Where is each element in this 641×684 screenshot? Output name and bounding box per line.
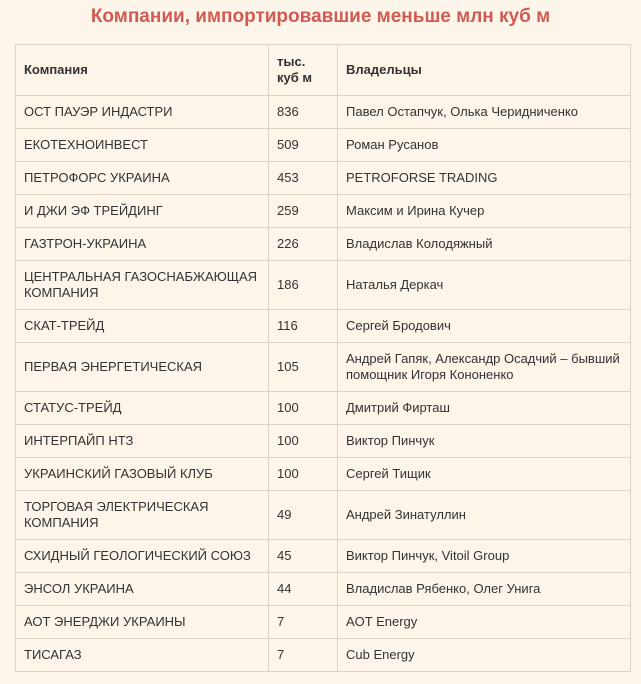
volume-cell: 116	[269, 310, 338, 343]
table-row	[16, 195, 631, 228]
table-row	[16, 425, 631, 458]
owners-cell: Виктор Пинчук, Vitoil Group	[338, 540, 631, 573]
table-row	[16, 491, 631, 540]
company-cell: АОТ ЭНЕРДЖИ УКРАИНЫ	[16, 606, 269, 639]
volume-cell: 49	[269, 491, 338, 540]
table-row	[16, 606, 631, 639]
company-cell: СХИДНЫЙ ГЕОЛОГИЧЕСКИЙ СОЮЗ	[16, 540, 269, 573]
company-cell: ИНТЕРПАЙП НТЗ	[16, 425, 269, 458]
volume-cell: 453	[269, 162, 338, 195]
table-row	[16, 129, 631, 162]
volume-cell: 105	[269, 343, 338, 392]
table-row	[16, 392, 631, 425]
owners-cell: Максим и Ирина Кучер	[338, 195, 631, 228]
volume-cell: 100	[269, 458, 338, 491]
company-cell: ЕКОТЕХНОИНВЕСТ	[16, 129, 269, 162]
table-row	[16, 96, 631, 129]
owners-cell: Владислав Рябенко, Олег Унига	[338, 573, 631, 606]
company-cell: И ДЖИ ЭФ ТРЕЙДИНГ	[16, 195, 269, 228]
owners-cell: Cub Energy	[338, 639, 631, 672]
company-cell: ЦЕНТРАЛЬНАЯ ГАЗОСНАБЖАЮЩАЯ КОМПАНИЯ	[16, 261, 269, 310]
volume-cell: 509	[269, 129, 338, 162]
volume-cell: 7	[269, 606, 338, 639]
owners-cell: Дмитрий Фирташ	[338, 392, 631, 425]
header-volume	[269, 45, 338, 96]
company-cell: СКАТ-ТРЕЙД	[16, 310, 269, 343]
company-cell: ТОРГОВАЯ ЭЛЕКТРИЧЕСКАЯ КОМПАНИЯ	[16, 491, 269, 540]
owners-cell: PETROFORSE TRADING	[338, 162, 631, 195]
header-volume-line2: куб м	[277, 70, 312, 85]
volume-cell: 259	[269, 195, 338, 228]
table-row	[16, 540, 631, 573]
volume-cell: 44	[269, 573, 338, 606]
table-row	[16, 261, 631, 310]
company-cell: ОСТ ПАУЭР ИНДАСТРИ	[16, 96, 269, 129]
table-row	[16, 343, 631, 392]
owners-cell: Андрей Зинатуллин	[338, 491, 631, 540]
header-volume-line1: тыс.	[277, 54, 306, 69]
owners-cell: Наталья Деркач	[338, 261, 631, 310]
table-row	[16, 228, 631, 261]
volume-cell: 226	[269, 228, 338, 261]
company-cell: СТАТУС-ТРЕЙД	[16, 392, 269, 425]
table-header-row	[16, 45, 631, 96]
company-cell: ГАЗТРОН-УКРАИНА	[16, 228, 269, 261]
company-cell: ЭНСОЛ УКРАИНА	[16, 573, 269, 606]
header-owners: Владельцы	[338, 45, 631, 96]
volume-cell: 100	[269, 425, 338, 458]
owners-cell: Андрей Гапяк, Александр Осадчий – бывший помощник Игоря Кононенко	[338, 343, 631, 392]
owners-cell: Сергей Тищик	[338, 458, 631, 491]
volume-cell: 7	[269, 639, 338, 672]
volume-cell: 836	[269, 96, 338, 129]
volume-cell: 45	[269, 540, 338, 573]
table-row	[16, 573, 631, 606]
company-cell: ТИСАГАЗ	[16, 639, 269, 672]
company-cell: ПЕТРОФОРС УКРАИНА	[16, 162, 269, 195]
owners-cell: Сергей Бродович	[338, 310, 631, 343]
volume-cell: 186	[269, 261, 338, 310]
companies-table	[15, 44, 631, 672]
companies-table-container	[15, 44, 630, 672]
company-cell: ПЕРВАЯ ЭНЕРГЕТИЧЕСКАЯ	[16, 343, 269, 392]
company-cell: УКРАИНСКИЙ ГАЗОВЫЙ КЛУБ	[16, 458, 269, 491]
owners-cell: Виктор Пинчук	[338, 425, 631, 458]
volume-cell: 100	[269, 392, 338, 425]
page-title: Компании, импортировавшие меньше млн куб м	[90, 6, 551, 27]
header-company: Компания	[16, 45, 269, 96]
table-row	[16, 458, 631, 491]
owners-cell: AOT Energy	[338, 606, 631, 639]
table-row	[16, 310, 631, 343]
owners-cell: Павел Остапчук, Олька Черидниченко	[338, 96, 631, 129]
table-row	[16, 639, 631, 672]
owners-cell: Владислав Колодяжный	[338, 228, 631, 261]
table-row	[16, 162, 631, 195]
owners-cell: Роман Русанов	[338, 129, 631, 162]
